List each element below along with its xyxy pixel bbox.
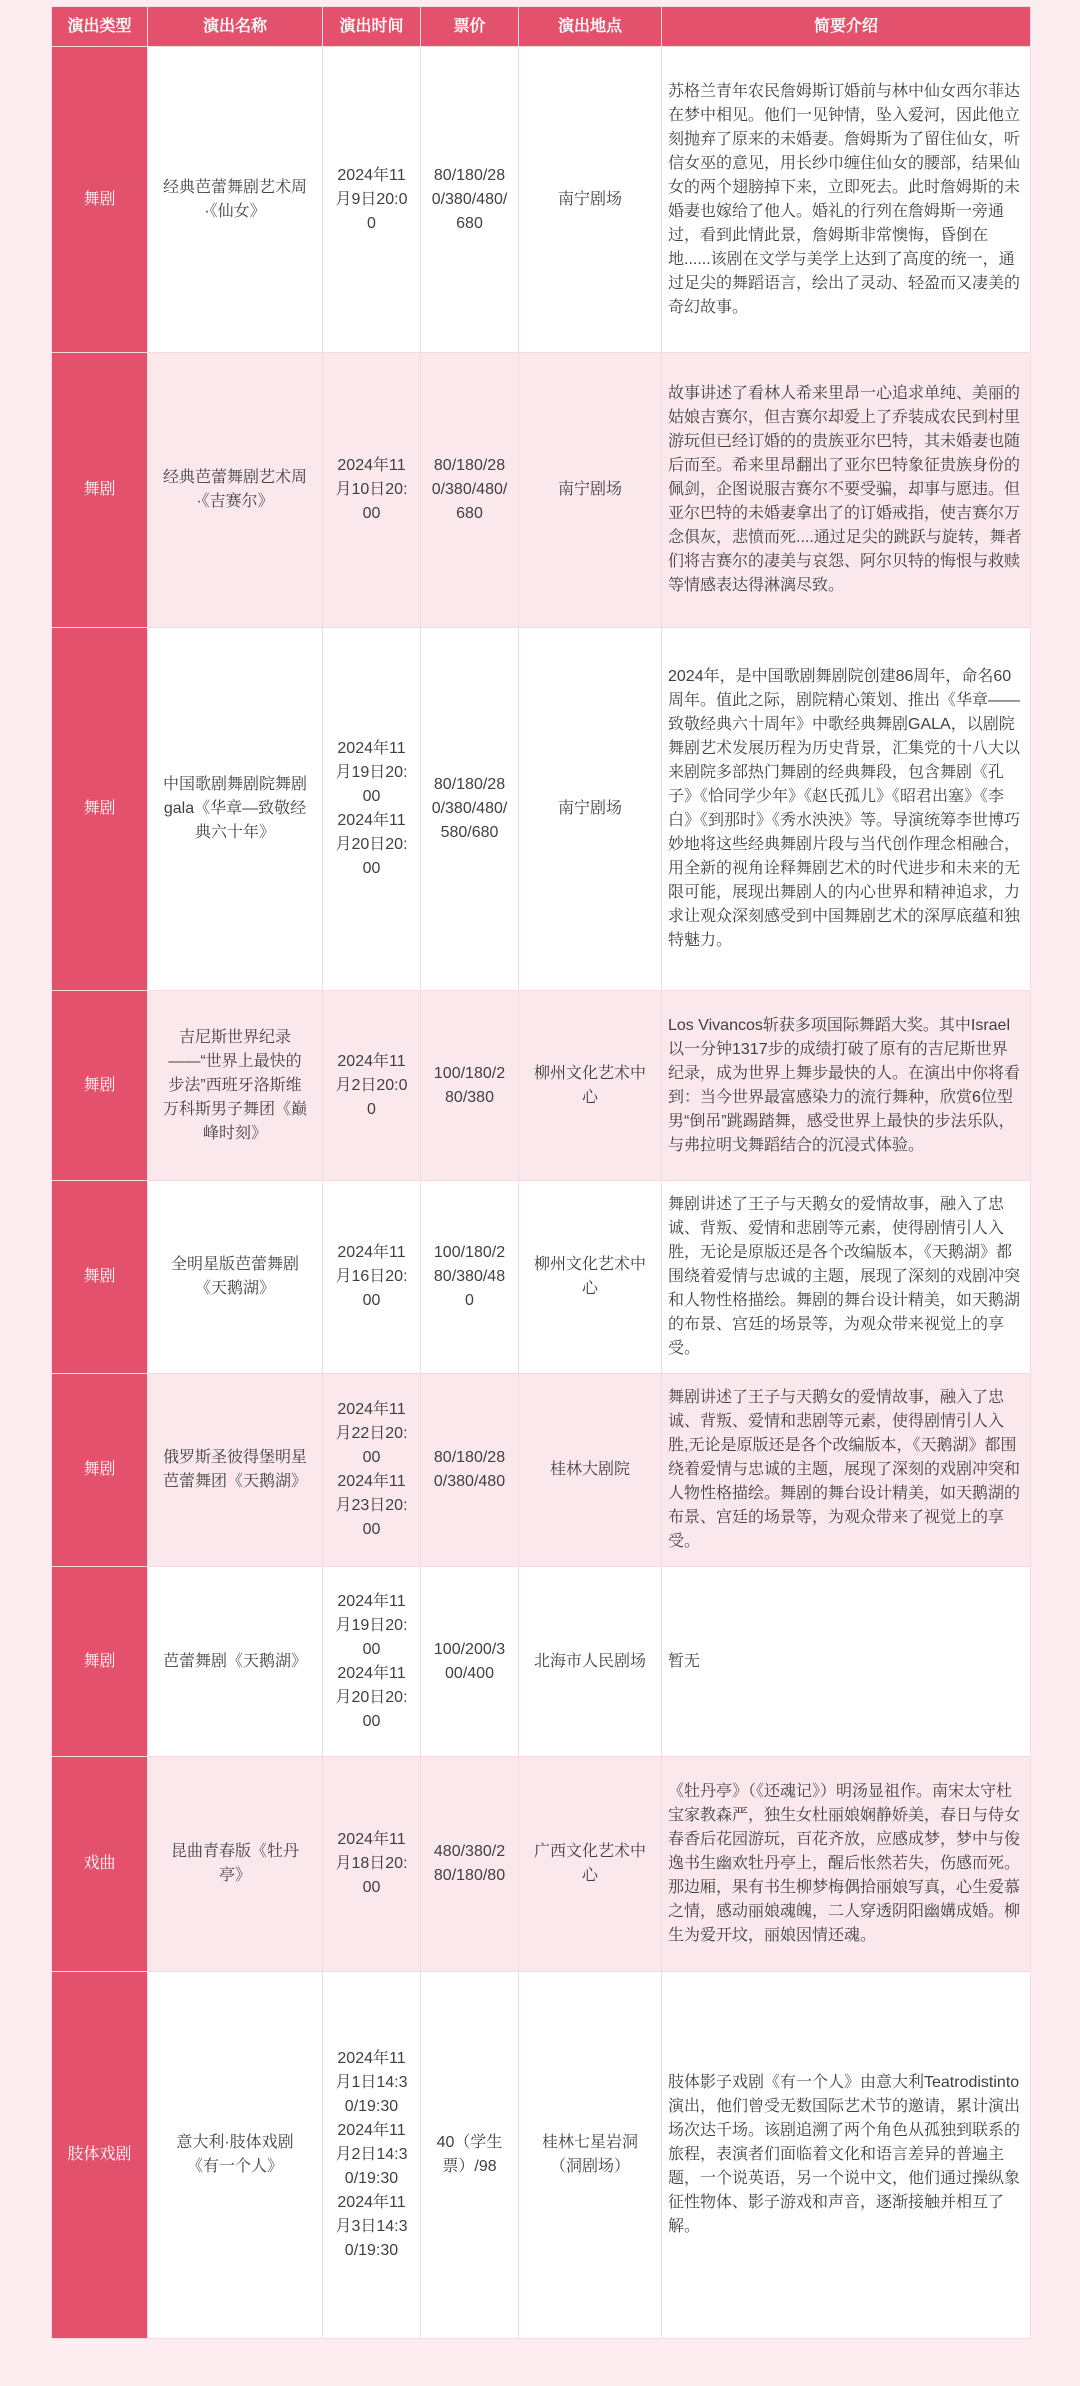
time-segment: 2024年11月3日14:30/19:30 bbox=[335, 2194, 408, 2259]
time-cell bbox=[323, 1181, 421, 1374]
venue-cell: 南宁剧场 bbox=[519, 628, 662, 991]
time-segment: 2024年11月22日20:00 bbox=[335, 1401, 408, 1466]
price-cell: 80/180/280/380/480/680 bbox=[421, 47, 519, 353]
time-segment: 2024年11月9日20:00 bbox=[335, 166, 408, 232]
time-segment: 2024年11月16日20:00 bbox=[335, 1244, 408, 1309]
venue-cell: 南宁剧场 bbox=[519, 47, 662, 353]
type-cell: 舞剧 bbox=[52, 1374, 148, 1567]
header-cell-venue: 演出地点 bbox=[519, 7, 662, 47]
table-row bbox=[52, 628, 1031, 991]
name-cell: 全明星版芭蕾舞剧《天鹅湖》 bbox=[148, 1181, 323, 1374]
venue-cell: 柳州文化艺术中心 bbox=[519, 1181, 662, 1374]
price-cell: 80/180/280/380/480/680 bbox=[421, 353, 519, 628]
venue-cell: 桂林七星岩洞（洞剧场） bbox=[519, 1972, 662, 2339]
venue-cell: 北海市人民剧场 bbox=[519, 1567, 662, 1757]
time-segment: 2024年11月2日14:30/19:30 bbox=[335, 2122, 408, 2187]
time-segment: 2024年11月10日20:00 bbox=[335, 457, 408, 522]
type-cell: 舞剧 bbox=[52, 628, 148, 991]
price-cell: 100/180/280/380/480 bbox=[421, 1181, 519, 1374]
time-cell bbox=[323, 991, 421, 1181]
desc-cell: 舞剧讲述了王子与天鹅女的爱情故事，融入了忠诚、背叛、爱情和悲剧等元素，使得剧情引人入胜,无论是原版还是各个改编版本，《天鹅湖》都围绕着爱情与忠诚的主题，展现了深刻的戏剧冲突和人物性格描绘。舞剧的舞台设计精美，如天鹅湖的布景、宫廷的场景等，为观众带来了视觉上的享受。 bbox=[662, 1374, 1031, 1567]
time-cell bbox=[323, 628, 421, 991]
name-cell: 中国歌剧舞剧院舞剧gala《华章—致敬经典六十年》 bbox=[148, 628, 323, 991]
time-segment: 2024年11月19日20:00 bbox=[335, 1592, 408, 1658]
header-cell-time: 演出时间 bbox=[323, 7, 421, 47]
time-segment: 2024年11月23日20:00 bbox=[335, 1473, 408, 1538]
time-segment: 2024年11月20日20:00 bbox=[335, 1664, 408, 1730]
desc-cell: Los Vivancos斩获多项国际舞蹈大奖。其中Israel以一分钟1317步的成绩打破了原有的吉尼斯世界纪录，成为世界上舞步最快的人。在演出中你将看到：当今世界最富感染力的流行舞种，欣赏6位型男“倒吊”跳踢踏舞，感受世界上最快的步法乐队，与弗拉明戈舞蹈结合的沉浸式体验。 bbox=[662, 991, 1031, 1181]
type-cell: 舞剧 bbox=[52, 991, 148, 1181]
desc-cell: 故事讲述了看林人希来里昂一心追求单纯、美丽的姑娘吉赛尔，但吉赛尔却爱上了乔装成农民到村里游玩但已经订婚的的贵族亚尔巴特，其未婚妻也随后而至。希来里昂翻出了亚尔巴特象征贵族身份的佩剑，企图说服吉赛尔不要受骗，却事与愿违。但亚尔巴特的未婚妻拿出了的订婚戒指，使吉赛尔万念俱灰，悲愤而死....通过足尖的跳跃与旋转，舞者们将吉赛尔的凄美与哀怨、阿尔贝特的悔恨与救赎等情感表达得淋漓尽致。 bbox=[662, 353, 1031, 628]
name-cell: 昆曲青春版《牡丹亭》 bbox=[148, 1757, 323, 1972]
time-cell bbox=[323, 353, 421, 628]
table-row bbox=[52, 47, 1031, 353]
price-cell: 40（学生票）/98 bbox=[421, 1972, 519, 2339]
time-segment: 2024年11月1日14:30/19:30 bbox=[335, 2050, 408, 2115]
header-cell-price: 票价 bbox=[421, 7, 519, 47]
venue-cell: 桂林大剧院 bbox=[519, 1374, 662, 1567]
name-cell: 经典芭蕾舞剧艺术周·《吉赛尔》 bbox=[148, 353, 323, 628]
desc-cell: 2024年，是中国歌剧舞剧院创建86周年，命名60周年。值此之际，剧院精心策划、推出《华章——致敬经典六十周年》中歌经典舞剧GALA，以剧院舞剧艺术发展历程为历史背景，汇集党的十八大以来剧院多部热门舞剧的经典舞段，包含舞剧《孔子》《恰同学少年》《赵氏孤儿》《昭君出塞》《李白》《到那时》《秀水泱泱》等。导演统筹李世博巧妙地将这些经典舞剧片段与当代创作理念相融合，用全新的视角诠释舞剧艺术的时代进步和未来的无限可能，展现出舞剧人的内心世界和精神追求，力求让观众深刻感受到中国舞剧艺术的深厚底蕴和独特魅力。 bbox=[662, 628, 1031, 991]
type-cell: 肢体戏剧 bbox=[52, 1972, 148, 2339]
type-cell: 舞剧 bbox=[52, 1567, 148, 1757]
time-segment: 2024年11月2日20:00 bbox=[335, 1052, 408, 1118]
price-cell: 80/180/280/380/480/580/680 bbox=[421, 628, 519, 991]
type-cell: 舞剧 bbox=[52, 1181, 148, 1374]
table-row bbox=[52, 991, 1031, 1181]
name-cell: 经典芭蕾舞剧艺术周·《仙女》 bbox=[148, 47, 323, 353]
header-cell-name: 演出名称 bbox=[148, 7, 323, 47]
desc-cell: 暂无 bbox=[662, 1567, 1031, 1757]
time-cell bbox=[323, 1374, 421, 1567]
performance-schedule-table bbox=[51, 6, 1031, 2339]
time-segment: 2024年11月19日20:00 bbox=[335, 740, 408, 805]
table-row bbox=[52, 1972, 1031, 2339]
time-cell bbox=[323, 1972, 421, 2339]
name-cell: 芭蕾舞剧《天鹅湖》 bbox=[148, 1567, 323, 1757]
type-cell: 舞剧 bbox=[52, 353, 148, 628]
table-row bbox=[52, 1181, 1031, 1374]
header-cell-desc: 简要介绍 bbox=[662, 7, 1031, 47]
venue-cell: 柳州文化艺术中心 bbox=[519, 991, 662, 1181]
price-cell: 100/200/300/400 bbox=[421, 1567, 519, 1757]
table-row bbox=[52, 1757, 1031, 1972]
time-cell bbox=[323, 47, 421, 353]
price-cell: 480/380/280/180/80 bbox=[421, 1757, 519, 1972]
name-cell: 意大利·肢体戏剧《有一个人》 bbox=[148, 1972, 323, 2339]
desc-cell: 舞剧讲述了王子与天鹅女的爱情故事，融入了忠诚、背叛、爱情和悲剧等元素，使得剧情引人入胜，无论是原版还是各个改编版本，《天鹅湖》都围绕着爱情与忠诚的主题，展现了深刻的戏剧冲突和人物性格描绘。舞剧的舞台设计精美，如天鹅湖的布景、宫廷的场景等，为观众带来视觉上的享受。 bbox=[662, 1181, 1031, 1374]
table-row bbox=[52, 353, 1031, 628]
name-cell: 俄罗斯圣彼得堡明星芭蕾舞团《天鹅湖》 bbox=[148, 1374, 323, 1567]
venue-cell: 南宁剧场 bbox=[519, 353, 662, 628]
header-row bbox=[52, 7, 1031, 47]
desc-cell: 《牡丹亭》（《还魂记》）明汤显祖作。南宋太守杜宝家教森严，独生女杜丽娘娴静娇美，春日与侍女春香后花园游玩，百花齐放，应感成梦，梦中与俊逸书生幽欢牡丹亭上，醒后怅然若失，伤感而死。那边厢，果有书生柳梦梅偶拾丽娘写真，心生爱慕之情，感动丽娘魂魄，二人穿透阴阳幽媾成婚。柳生为爱开坟，丽娘因情还魂。 bbox=[662, 1757, 1031, 1972]
price-cell: 100/180/280/380 bbox=[421, 991, 519, 1181]
name-cell: 吉尼斯世界纪录——“世界上最快的步法”西班牙洛斯维万科斯男子舞团《巅峰时刻》 bbox=[148, 991, 323, 1181]
time-segment: 2024年11月20日20:00 bbox=[335, 812, 408, 877]
table-row bbox=[52, 1567, 1031, 1757]
type-cell: 舞剧 bbox=[52, 47, 148, 353]
table-row bbox=[52, 1374, 1031, 1567]
time-cell bbox=[323, 1757, 421, 1972]
price-cell: 80/180/280/380/480 bbox=[421, 1374, 519, 1567]
desc-cell: 肢体影子戏剧《有一个人》由意大利Teatrodistinto演出，他们曾受无数国际艺术节的邀请，累计演出场次达千场。该剧追溯了两个角色从孤独到联系的旅程，表演者们面临着文化和语言差异的普遍主题，一个说英语，另一个说中文，他们通过操纵象征性物体、影子游戏和声音，逐渐接触并相互了解。 bbox=[662, 1972, 1031, 2339]
type-cell: 戏曲 bbox=[52, 1757, 148, 1972]
header-cell-type: 演出类型 bbox=[52, 7, 148, 47]
desc-cell: 苏格兰青年农民詹姆斯订婚前与林中仙女西尔菲达在梦中相见。他们一见钟情，坠入爱河，因此他立刻抛弃了原来的未婚妻。詹姆斯为了留住仙女，听信女巫的意见，用长纱巾缠住仙女的腰部，结果仙女的两个翅膀掉下来，立即死去。此时詹姆斯的未婚妻也嫁给了他人。婚礼的行列在詹姆斯一旁通过，看到此情此景，詹姆斯非常懊悔，昏倒在地......该剧在文学与美学上达到了高度的统一，通过足尖的舞蹈语言，绘出了灵动、轻盈而又凄美的奇幻故事。 bbox=[662, 47, 1031, 353]
time-segment: 2024年11月18日20:00 bbox=[335, 1831, 408, 1896]
venue-cell: 广西文化艺术中心 bbox=[519, 1757, 662, 1972]
time-cell bbox=[323, 1567, 421, 1757]
